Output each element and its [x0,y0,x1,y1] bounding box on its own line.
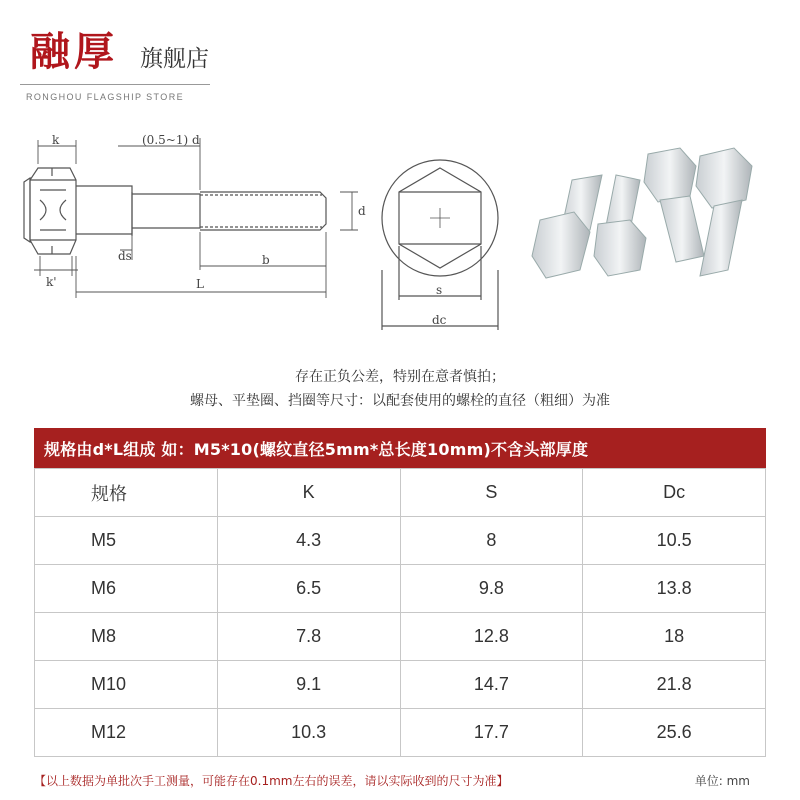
dim-label-dc: dc [432,313,447,327]
header-cell: S [400,469,583,517]
bolt-diagram [0,120,800,350]
table-row [35,709,766,757]
unit-label: 单位: mm [694,774,750,788]
table-cell: 9.1 [217,661,400,709]
brand-store-name: 旗舰店 [140,46,209,72]
table-cell: 8 [400,517,583,565]
brand-divider [20,84,210,85]
table-cell: 7.8 [217,613,400,661]
table-row [35,517,766,565]
table-cell: 6.5 [217,565,400,613]
table-cell: 17.7 [400,709,583,757]
footer [34,772,766,789]
dimension-lines [34,138,358,298]
header-cell: K [217,469,400,517]
header-cell: 规格 [35,469,218,517]
table-row [35,565,766,613]
brand-logo [20,14,210,104]
dim-label-k: k [52,133,60,147]
dim-label-b: b [262,253,270,267]
table-cell: 4.3 [217,517,400,565]
table-cell: 10.5 [583,517,766,565]
table-row [35,661,766,709]
dim-label-k-prime: k' [46,275,57,289]
table-cell: M6 [35,565,218,613]
dim-label-ds: ds [118,249,132,263]
table-cell: 9.8 [400,565,583,613]
header-cell: Dc [583,469,766,517]
accessory-size-note: 螺母、平垫圈、挡圈等尺寸：以配套使用的螺栓的直径（粗细）为准 [190,393,610,409]
table-cell: 14.7 [400,661,583,709]
table-cell: 10.3 [217,709,400,757]
table-cell: M5 [35,517,218,565]
table-cell: 25.6 [583,709,766,757]
product-photo [532,148,752,278]
spec-table [34,428,766,757]
table-cell: 12.8 [400,613,583,661]
dim-label-s: s [436,283,443,297]
table-cell: 13.8 [583,565,766,613]
bolt-head-side-view [24,168,76,254]
table-cell: M10 [35,661,218,709]
table-header-row [35,469,766,517]
dim-label-d: d [358,204,366,218]
dim-label-thread-spec: (0.5~1) d [142,133,200,147]
spec-table-title: 规格由d*L组成 如：M5*10(螺纹直径5mm*总长度10mm)不含头部厚度 [34,428,766,468]
bolt-head-end-view [382,160,498,330]
brand-calligraphy: 融厚 [30,28,118,75]
table-cell: 18 [583,613,766,661]
table-row [35,613,766,661]
table-cell: M12 [35,709,218,757]
table-cell: M8 [35,613,218,661]
tolerance-note: 存在正负公差，特别在意者慎拍； [295,369,505,385]
brand-subtitle: RONGHOU FLAGSHIP STORE [26,92,184,102]
table-cell: 21.8 [583,661,766,709]
measurement-disclaimer: 【以上数据为单批次手工测量，可能存在0.1mm左右的误差，请以实际收到的尺寸为准】 [34,774,509,788]
bolt-shank [76,186,326,236]
dim-label-L: L [196,277,204,291]
